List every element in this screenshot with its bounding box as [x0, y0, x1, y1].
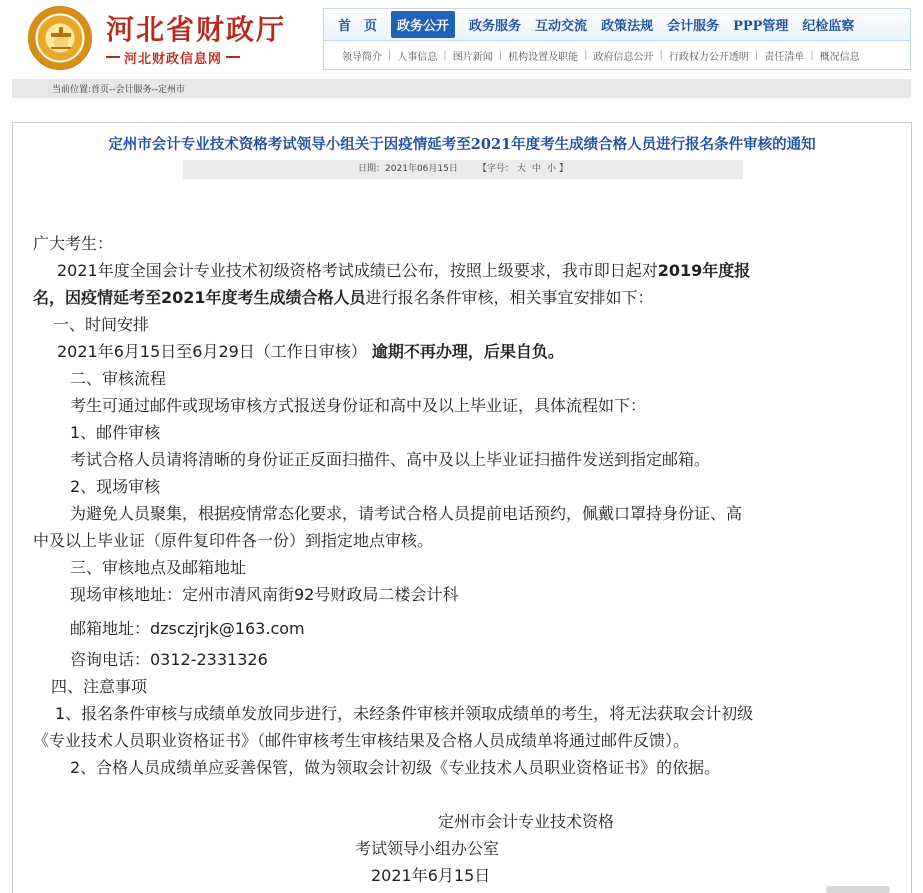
- section-1-text: [57, 338, 564, 365]
- section-2-text: 考生可通过邮件或现场审核方式报送身份证和高中及以上毕业证，具体流程如下：: [70, 396, 647, 415]
- s1-warning: 逾期不再办理，后果自负。: [371, 342, 564, 361]
- note-2: 2、合格人员成绩单应妥善保管，做为领取会计初级《专业技术人员职业资格证书》的依据。: [70, 758, 721, 777]
- nav-item-5[interactable]: 会计服务: [667, 19, 720, 34]
- note-1-line-2: 《专业技术人员职业资格证书》（邮件审核考生审核结果及合格人员成绩单将通过邮件反馈）。: [33, 731, 690, 750]
- main-nav: [324, 9, 910, 41]
- emblem-logo[interactable]: [28, 6, 92, 70]
- font-size-small[interactable]: 小: [546, 164, 556, 174]
- section-1-heading: 一、时间安排: [53, 315, 150, 334]
- paragraph-1-line-2: [33, 284, 654, 311]
- email-line[interactable]: 邮箱地址：dzsczjrjk@163.com: [70, 619, 305, 638]
- subnav-item-5[interactable]: 行政权力公开透明: [668, 51, 749, 63]
- nav-separator: |: [584, 49, 588, 61]
- font-size-medium[interactable]: 中: [531, 164, 541, 174]
- p1-text-a: 2021年度全国会计专业技术初级资格考试成绩已公布，按照上级要求，我市即日起对: [57, 261, 658, 280]
- subnav-item-1[interactable]: 人事信息: [397, 51, 438, 63]
- nav-item-2[interactable]: 政务服务: [469, 19, 522, 34]
- section-2-1-heading: 1、邮件审核: [70, 423, 161, 442]
- address-line: 现场审核地址：定州市清风南街92号财政局二楼会计科: [70, 585, 459, 604]
- signature-line-2: 考试领导小组办公室: [355, 839, 500, 858]
- signature-date: 2021年6月15日: [371, 866, 491, 885]
- section-3-heading: 三、审核地点及邮箱地址: [70, 558, 247, 577]
- salutation: 广大考生：: [33, 234, 114, 253]
- nav-separator: |: [659, 49, 663, 61]
- nav-item-0[interactable]: 首 页: [338, 19, 378, 34]
- section-2-1-text: 考试合格人员请将清晰的身份证正反面扫描件、高中及以上毕业证扫描件发送到指定邮箱。: [70, 450, 711, 469]
- section-2-2-text-2: 中及以上毕业证（原件复印件各一份）到指定地点审核。: [33, 531, 434, 550]
- subnav-item-3[interactable]: 机构设置及职能: [508, 51, 579, 63]
- emblem-icon: [51, 27, 71, 49]
- nav-item-1[interactable]: 政务公开: [391, 11, 455, 38]
- section-2-heading: 二、审核流程: [70, 369, 167, 388]
- section-2-2-heading: 2、现场审核: [70, 477, 161, 496]
- nav-separator: |: [498, 49, 503, 61]
- nav-item-7[interactable]: 纪检监察: [802, 19, 855, 34]
- paragraph-1-line-1: [57, 257, 750, 284]
- p1-bold-a: 2019年度报: [657, 261, 751, 280]
- breadcrumb-path[interactable]: 首页--会计服务--定州市: [91, 85, 186, 95]
- subnav-item-0[interactable]: 领导简介: [342, 51, 382, 63]
- date-label: 日期：: [358, 164, 386, 174]
- article-meta: [183, 160, 743, 179]
- sub-nav: [324, 41, 910, 69]
- navigation: [323, 8, 911, 70]
- subnav-item-6[interactable]: 责任清单: [764, 51, 805, 63]
- site-header: [0, 0, 923, 78]
- nav-separator: |: [810, 49, 814, 61]
- site-subtitle: 河北财政信息网: [124, 48, 222, 67]
- subnav-item-4[interactable]: 政府信息公开: [593, 51, 654, 63]
- nav-item-6[interactable]: PPP管理: [733, 19, 789, 34]
- nav-item-3[interactable]: 互动交流: [535, 19, 588, 34]
- section-2-2-text-1: 为避免人员聚集，根据疫情常态化要求，请考试合格人员提前电话预约，佩戴口罩持身份证、高: [70, 504, 743, 523]
- site-title[interactable]: 河北省财政厅: [106, 13, 287, 46]
- font-size-close: 】: [558, 164, 568, 174]
- article-title: 定州市会计专业技术资格考试领导小组关于因疫情延考至2021年度考生成绩合格人员进行报名条件审核的通知: [108, 136, 816, 153]
- font-size-large[interactable]: 大: [516, 164, 526, 174]
- breadcrumb-bar: [12, 79, 911, 98]
- p1-bold-b: 名，因疫情延考至2021年度考生成绩合格人员: [33, 288, 366, 307]
- note-1-line-1: 1、报名条件审核与成绩单发放同步进行，未经条件审核并领取成绩单的考生，将无法获取会计初级: [55, 704, 754, 723]
- subnav-item-2[interactable]: 图片新闻: [452, 51, 493, 63]
- nav-separator: |: [754, 49, 759, 61]
- nav-item-4[interactable]: 政策法规: [601, 19, 654, 34]
- horizontal-scrollbar[interactable]: [826, 886, 890, 893]
- nav-separator: |: [443, 49, 447, 61]
- subnav-item-7[interactable]: 概况信息: [819, 51, 860, 63]
- phone-line: 咨询电话：0312-2331326: [70, 650, 268, 669]
- p1-text-b: 进行报名条件审核，相关事宜安排如下：: [365, 288, 654, 307]
- article-date: 2021年06月15日: [385, 164, 458, 174]
- section-4-heading: 四、注意事项: [51, 677, 148, 696]
- breadcrumb: [52, 82, 185, 95]
- nav-separator: |: [388, 49, 392, 61]
- s1-dates: 2021年6月15日至6月29日（工作日审核）: [57, 342, 367, 361]
- signature-line-1: 定州市会计专业技术资格: [438, 812, 615, 831]
- font-size-label: 【字号：: [477, 164, 514, 174]
- breadcrumb-label: 当前位置:: [52, 85, 92, 95]
